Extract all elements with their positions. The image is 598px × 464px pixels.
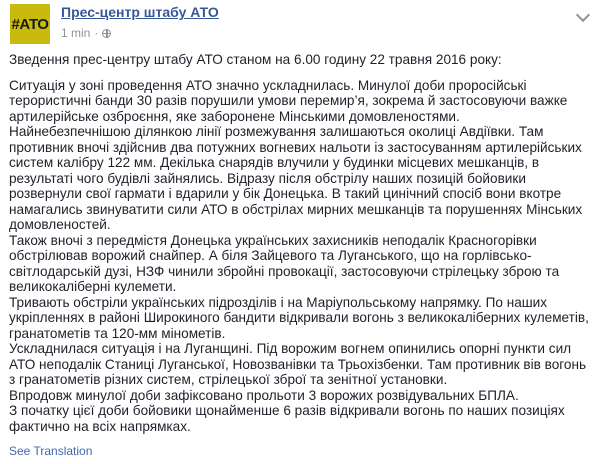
post-timestamp[interactable]: 1 min bbox=[61, 26, 91, 40]
page-avatar[interactable] bbox=[10, 4, 50, 44]
post-meta bbox=[61, 26, 111, 40]
post-paragraph: Ситуація у зоні проведення АТО значно ускладнилась. Минулої доби проросійські терористичні банди 30 разів порушили умови перемир’я, зокрема й застосовуючи важке артилерійське озброєння, яке заборонене Мінськими домовленостями. bbox=[9, 77, 568, 124]
post-paragraph: Найнебезпечнішою ділянкою лінії розмежування залишаються околиці Авдіївки. Там противник вночі здійснив два потужних вогневих нальоти із застосуванням артилерійських систем калібру 122 мм. Декілька снарядів влучили у будинки місцевих мешканців, в результаті чого будівлі зайнялись. Відразу після обстрілу наших позицій бойовики розвернули свої гармати і вдарили у бік Донецька. В такий цинічний спосіб вони вкотре намагались звинуватити сили АТО в обстрілах мирних мешканців та порушеннях Мінських домовленостей. bbox=[9, 124, 583, 232]
chevron-down-icon[interactable] bbox=[576, 8, 590, 22]
post-paragraph: Тривають обстріли українських підрозділів і на Маріупольському напрямку. По наших укріпленнях в районі Широкиного бандити відкривали вогонь з великокаліберних кулеметів, гранатометів та 120-мм мінометів. bbox=[9, 294, 589, 341]
page-name-link[interactable]: Прес-центр штабу АТО bbox=[61, 4, 219, 20]
post-body bbox=[9, 52, 593, 434]
avatar-text: #АТО bbox=[11, 15, 49, 33]
post-paragraph: Ускладнилася ситуація і на Луганщині. Під ворожим вогнем опинились опорні пункти сил АТО неподалік Станиці Луганської, Новозванівки та Трьохізбенки. Там противник вів вогонь з гранатометів різних систем, стрілецької зброї та зенітної установки. bbox=[9, 341, 587, 387]
dot-separator: · bbox=[94, 26, 99, 40]
globe-icon[interactable] bbox=[102, 29, 111, 38]
post-paragraph: Впродовж минулої доби зафіксовано прольоти 3 ворожих розвідувальних БПЛА. bbox=[9, 387, 519, 403]
post-intro: Зведення прес-центру штабу АТО станом на 6.00 годину 22 травня 2016 року: bbox=[9, 52, 502, 67]
post-paragraph: Також вночі з передмістя Донецька українських захисників неподалік Красногорівки обстрілював ворожий снайпер. А біля Зайцевого та Луганського, що на горлівсько-світлодарській дузі, НЗФ чинили збройні провокації, застосовуючи стрілецьку зброю та великокаліберні кулемети. bbox=[9, 232, 560, 294]
see-translation-link[interactable]: See Translation bbox=[9, 444, 93, 458]
post-paragraph: З початку цієї доби бойовики щонайменше 6 разів відкривали вогонь по наших позиціях фактично на всіх напрямках. bbox=[9, 403, 565, 434]
